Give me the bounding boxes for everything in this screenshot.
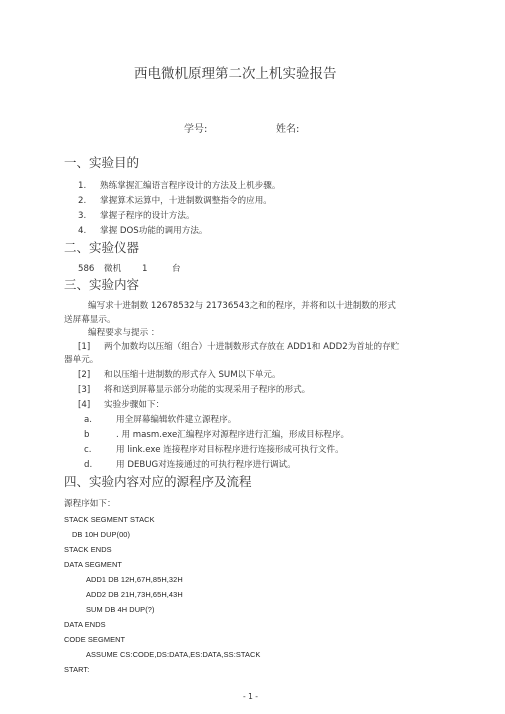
document-title: 西电微机原理第二次上机实验报告 bbox=[134, 66, 337, 82]
section-heading-goals: 一、实验目的 bbox=[64, 155, 140, 170]
goal-item: 1. 熟练掌握汇编语言程序设计的方法及上机步骤。 bbox=[78, 181, 281, 191]
code-line: SUM DB 4H DUP(?) bbox=[86, 605, 155, 614]
code-line: ASSUME CS:CODE,DS:DATA,ES:DATA,SS:STACK bbox=[86, 650, 261, 659]
equipment-qty: 1 bbox=[142, 264, 148, 274]
requirement-3-mark: [3] bbox=[78, 385, 91, 395]
section-heading-content: 三、实验内容 bbox=[64, 277, 140, 292]
page-number: - 1 - bbox=[243, 692, 258, 701]
student-name-label: 姓名: bbox=[276, 124, 300, 135]
equipment-unit: 台 bbox=[172, 264, 181, 274]
code-line: CODE SEGMENT bbox=[64, 635, 126, 644]
source-label: 源程序如下： bbox=[64, 499, 116, 509]
step-item: a. 用全屏幕编辑软件建立源程序。 bbox=[84, 415, 237, 425]
code-line: STACK ENDS bbox=[64, 545, 112, 554]
requirement-2-mark: [2] bbox=[78, 370, 91, 380]
section-heading-source: 四、实验内容对应的源程序及流程 bbox=[64, 474, 252, 489]
code-line: ADD2 DB 21H,73H,65H,43H bbox=[86, 590, 183, 599]
requirements-heading: 编程要求与提示 ： bbox=[88, 328, 160, 338]
requirement-1-mark: [1] bbox=[78, 342, 91, 352]
goal-item: 3. 掌握子程序的设计方法。 bbox=[78, 211, 195, 221]
goal-item: 4. 掌握 DOS功能的调用方法。 bbox=[78, 226, 208, 236]
code-line: ADD1 DB 12H,67H,85H,32H bbox=[86, 575, 183, 584]
requirement-1-line-2: 器单元。 bbox=[64, 355, 99, 365]
code-line: STACK SEGMENT STACK bbox=[64, 515, 155, 524]
student-id-label: 学号: bbox=[184, 124, 208, 135]
code-line: DATA SEGMENT bbox=[64, 560, 123, 569]
step-item: b . 用 masm.exe汇编程序对源程序进行汇编，形成目标程序。 bbox=[84, 430, 350, 440]
code-line: DATA ENDS bbox=[64, 620, 106, 629]
requirement-2: 和以压缩十进制数的形式存入 SUM以下单元。 bbox=[104, 370, 281, 380]
requirement-1-line-1: 两个加数均以压缩（组合）十进制数形式存放在 ADD1和 ADD2为首址的存贮 bbox=[104, 342, 400, 352]
content-intro-line-2: 送屏幕显示。 bbox=[64, 315, 116, 325]
code-line: START: bbox=[64, 665, 90, 674]
code-line: DB 10H DUP(00) bbox=[72, 530, 131, 539]
goal-item: 2. 掌握算术运算中，十进制数调整指令的应用。 bbox=[78, 196, 272, 206]
content-intro-line-1: 编写求十进制数 12678532与 21736543之和的程序，并将和以十进制数的形式 bbox=[88, 301, 396, 311]
step-item: c. 用 link.exe 连接程序对目标程序进行连接形成可执行文件。 bbox=[84, 445, 344, 455]
requirement-3: 将和送到屏幕显示部分功能的实现采用子程序的形式。 bbox=[104, 385, 311, 395]
step-item: d. 用 DEBUG对连接通过的可执行程序进行调试。 bbox=[84, 460, 296, 470]
equipment-model: 586 bbox=[78, 264, 95, 274]
requirement-4: 实验步骤如下： bbox=[104, 400, 165, 410]
requirement-4-mark: [4] bbox=[78, 400, 91, 410]
section-heading-equipment: 二、实验仪器 bbox=[64, 240, 140, 255]
equipment-item: 微机 bbox=[104, 264, 122, 274]
